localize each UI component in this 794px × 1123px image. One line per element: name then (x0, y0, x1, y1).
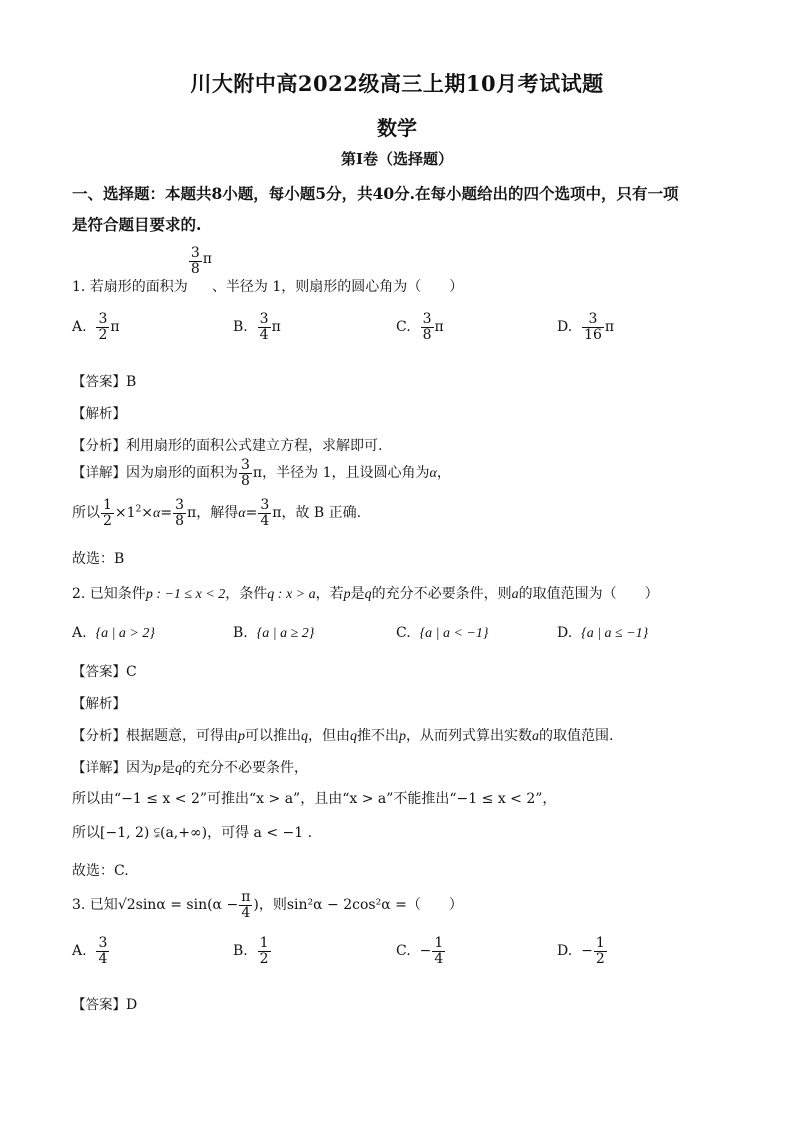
q2-option-c: C. {a | a < −1} (396, 625, 489, 641)
q3-option-b: B. $\frac{1}{2}$ (233, 935, 269, 967)
exam-title: 川大附中高2022级高三上期10月考试试题 (190, 71, 604, 96)
q1-fenxi: 【分析】利用扇形的面积公式建立方程，求解即可. (72, 438, 383, 454)
q1-area-fraction: $\frac{3}{8}$ (190, 245, 200, 277)
q2-answer: 【答案】C (72, 664, 137, 680)
q2-detail-line1: 所以由“−1 ≤ x < 2”可推出“x > a”，且由“x > a”不能推出“−1 ≤ x < 2”， (72, 791, 557, 807)
q2-fenxi: 【分析】根据题意，可得由p可以推出q，但由q推不出p，从而列式算出实数a的取值范围. (72, 728, 614, 744)
q3-stem: 3. 已知√2sinα = sin(α − $\frac{\pi}{4}$ )，则sin²α − 2cos²α =（ ） (72, 889, 463, 921)
q1-stem: 1. 若扇形的面积为 $\frac{3}{8}$ π、半径为 1，则扇形的圆心角为（ ） (72, 245, 464, 296)
q2-choose: 故选：C. (72, 863, 129, 879)
q1-detail: 【详解】因为扇形的面积为 $\frac{3}{8}$ π，半径为 1，且设圆心角为α， (72, 457, 451, 489)
q2-analysis-label: 【解析】 (72, 696, 126, 712)
q3-option-d: D. − $\frac{1}{2}$ (557, 935, 605, 967)
q1-answer: 【答案】B (72, 374, 137, 390)
q1-option-d: D. $\frac{3}{16}$ π (557, 311, 615, 343)
q2-detail-line2: 所以[−1, 2) ⫋(a,+∞)，可得 a < −1 . (72, 825, 313, 841)
q2-detail: 【详解】因为p是q的充分不必要条件， (72, 760, 308, 776)
q2-option-a: A. {a | a > 2} (72, 625, 155, 641)
q1-analysis-label: 【解析】 (72, 406, 126, 422)
q3-option-c: C. − $\frac{1}{4}$ (396, 935, 444, 967)
q1-solution: 所以 $\frac{1}{2}$ $\times 1^2\times\alpha=$ $\frac{3}{8}$ π，解得α= $\frac{3}{4}$ π，故 B 正确. (72, 497, 362, 529)
q1-pre: 1. 若扇形的面积为 (72, 279, 188, 296)
q1-option-c: C. $\frac{3}{8}$ π (396, 311, 444, 343)
subject-title: 数学 (377, 116, 417, 140)
section-heading-line1: 一、选择题：本题共8小题，每小题5分，共40分.在每小题给出的四个选项中，只有一项 (72, 184, 679, 203)
q2-option-d: D. {a | a ≤ −1} (557, 625, 649, 641)
part-title: 第Ⅰ卷（选择题） (340, 150, 454, 168)
q2-option-b: B. {a | a ≥ 2} (233, 625, 315, 641)
q2-stem: 2. 已知条件p : −1 ≤ x < 2，条件q : x > a，若p是q的充分不必要条件，则a的取值范围为（ ） (72, 586, 659, 602)
q3-answer: 【答案】D (72, 997, 138, 1013)
q1-post: 、半径为 1，则扇形的圆心角为（ ） (211, 279, 464, 296)
q3-option-a: A. $\frac{3}{4}$ (72, 935, 108, 967)
q1-choose: 故选：B (72, 551, 125, 567)
section-heading-line2: 是符合题目要求的. (72, 215, 202, 234)
q1-option-a: A. $\frac{3}{2}$ π (72, 311, 120, 343)
q1-option-b: B. $\frac{3}{4}$ π (233, 311, 281, 343)
